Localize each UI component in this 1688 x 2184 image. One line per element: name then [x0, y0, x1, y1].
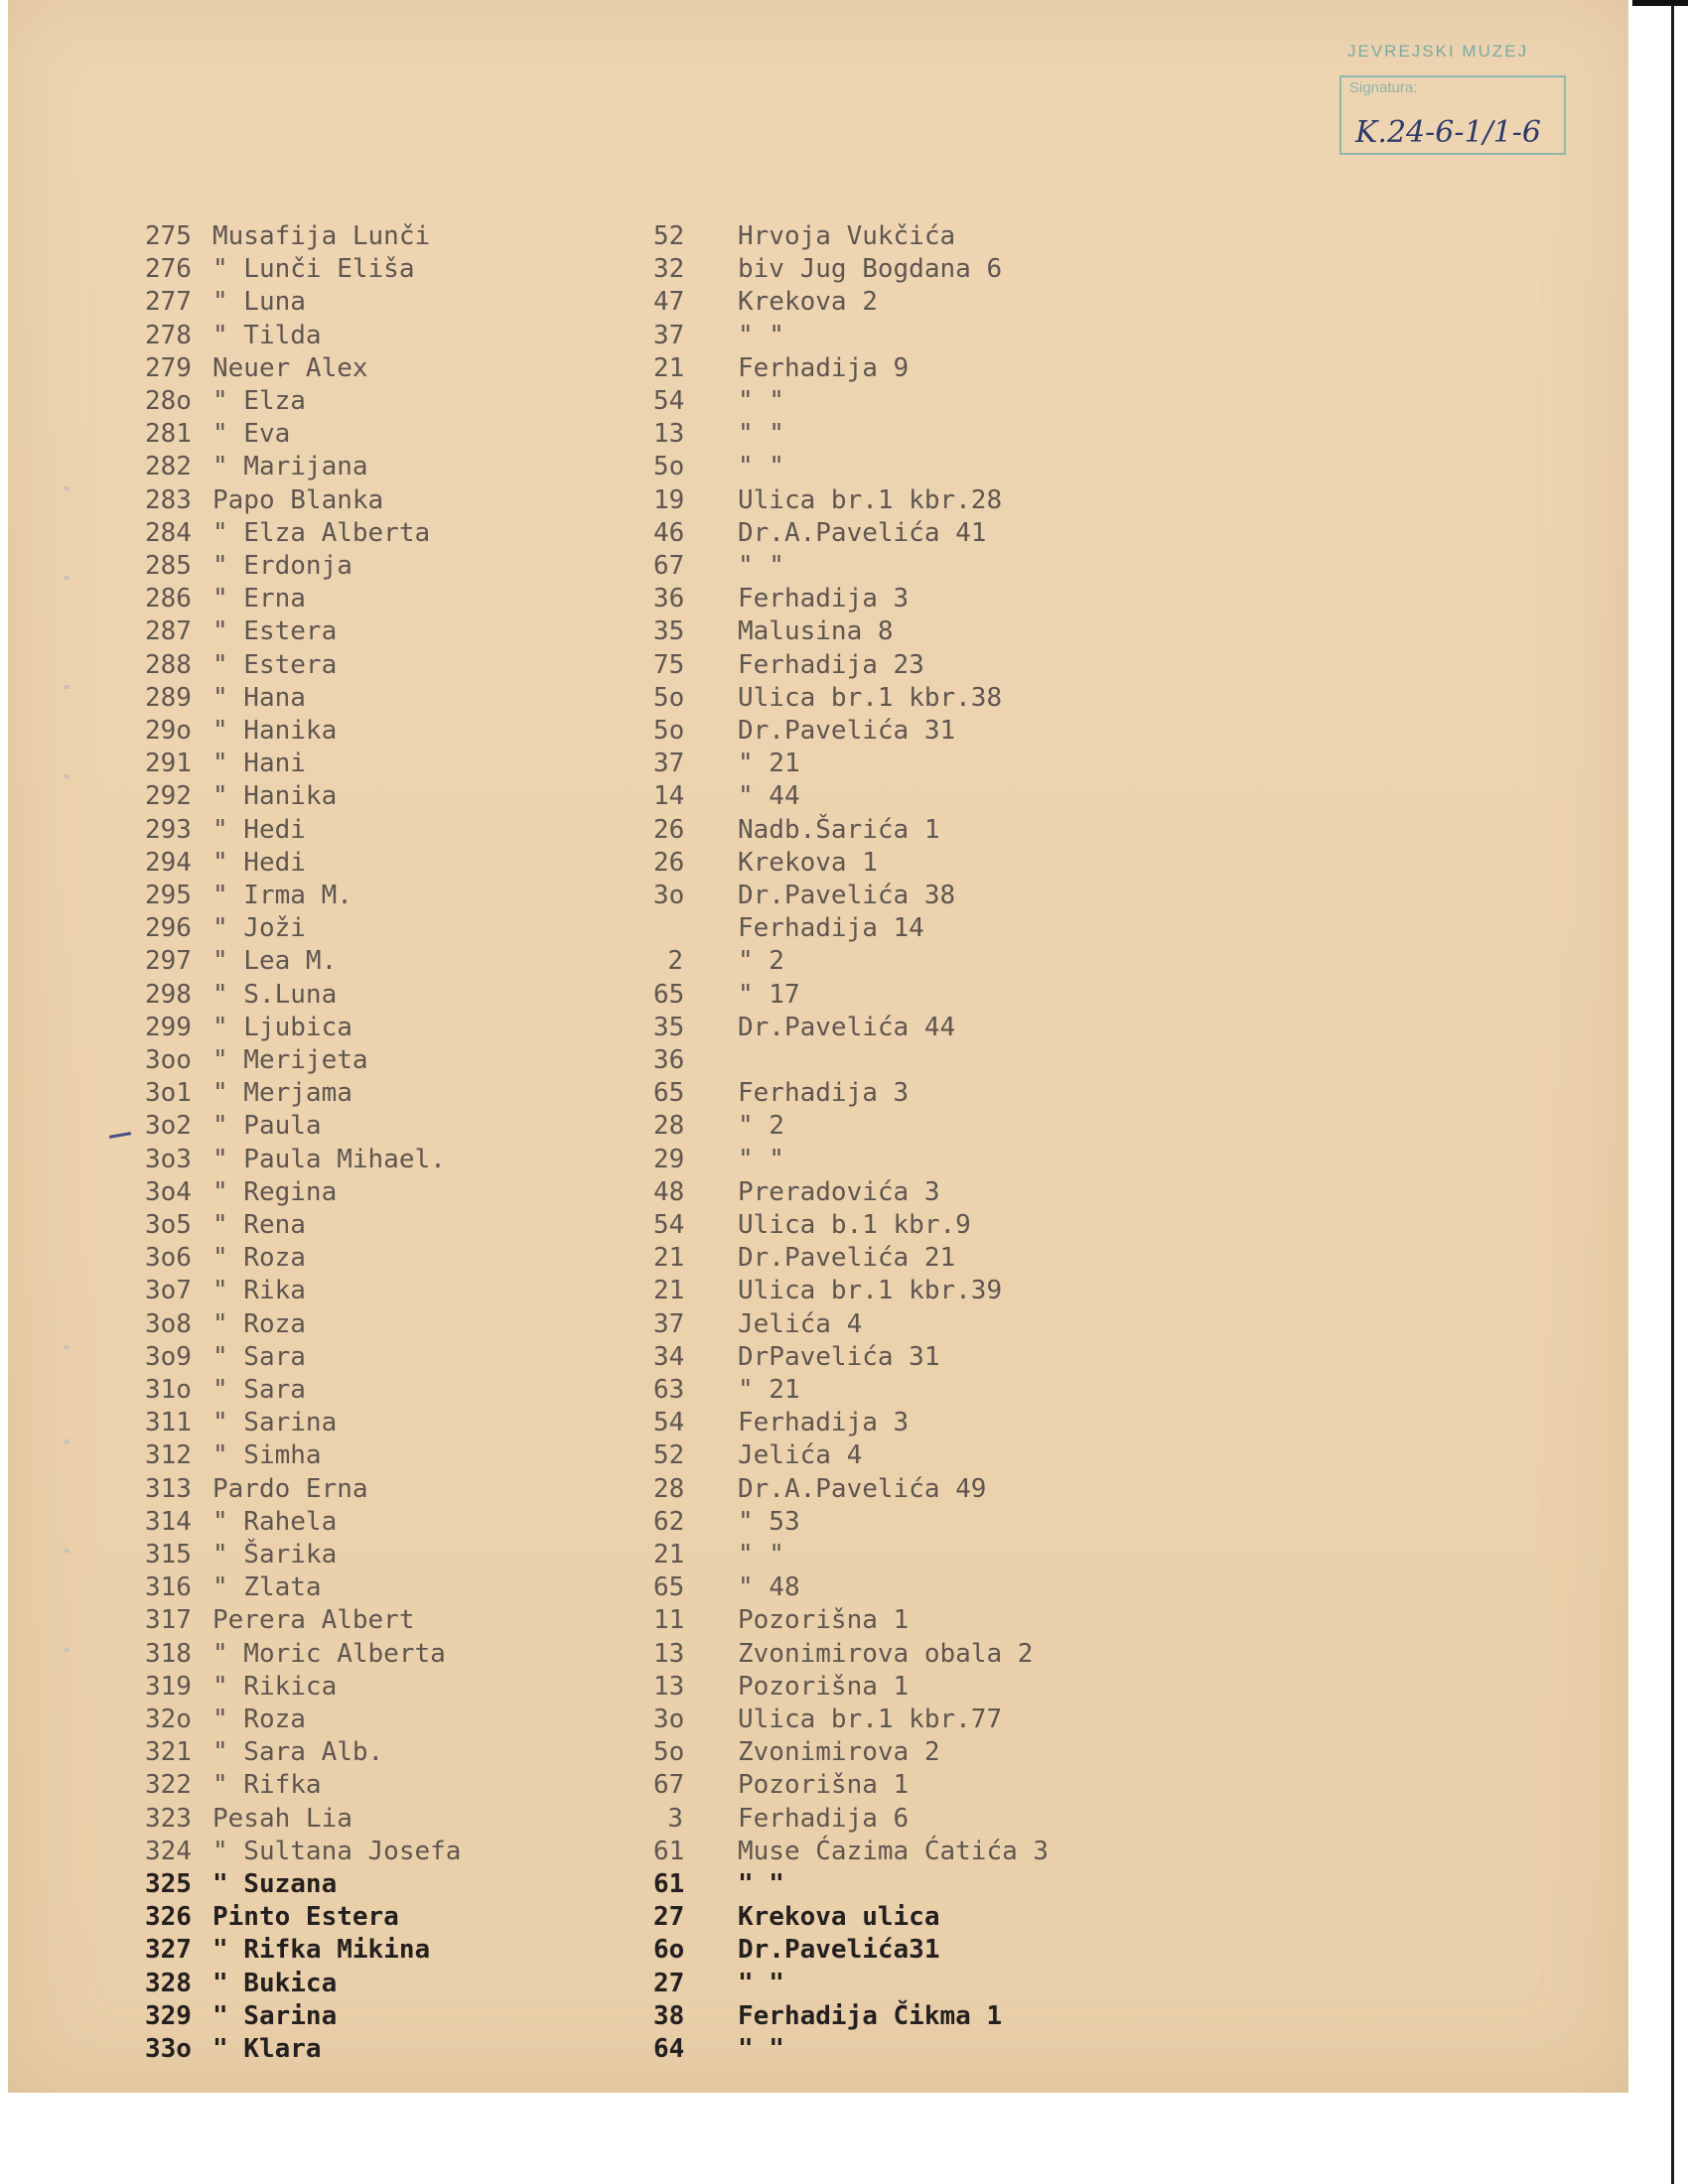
margin-speck — [64, 1648, 70, 1652]
person-address: " " — [738, 1869, 784, 1899]
person-address: Ulica br.1 kbr.28 — [738, 484, 1003, 515]
person-name: " Elza — [212, 386, 306, 416]
entry-number: 291 — [145, 749, 192, 779]
person-address: Ulica br.1 kbr.39 — [738, 1276, 1003, 1306]
person-name: Musafija Lunči — [212, 221, 431, 251]
entry-number: 3o1 — [145, 1078, 192, 1109]
table-row — [0, 385, 1688, 418]
person-age: 5o — [653, 716, 685, 746]
person-name: " Regina — [212, 1176, 338, 1207]
person-address: " 44 — [738, 781, 800, 812]
table-row — [0, 418, 1688, 451]
table-row — [0, 1506, 1688, 1539]
person-age: 13 — [653, 1638, 685, 1669]
person-address: " 2 — [738, 1111, 784, 1142]
table-row — [0, 352, 1688, 385]
entry-number: 275 — [145, 221, 192, 251]
person-address: Krekova ulica — [738, 1902, 940, 1933]
table-row — [0, 1242, 1688, 1275]
person-name: " Rifka — [212, 1770, 322, 1801]
table-row — [0, 1736, 1688, 1769]
person-address: Zvonimirova obala 2 — [738, 1638, 1034, 1669]
person-address: " 21 — [738, 749, 800, 779]
person-name: " Erna — [212, 584, 306, 614]
entry-number: 326 — [145, 1902, 192, 1933]
person-name: " Bukica — [212, 1968, 338, 1998]
person-age: 67 — [653, 551, 685, 581]
person-age: 28 — [653, 1473, 685, 1504]
person-address: " " — [738, 1144, 784, 1174]
person-name: " Moric Alberta — [212, 1638, 446, 1669]
entry-number: 32o — [145, 1705, 192, 1734]
table-row — [0, 1077, 1688, 1110]
table-row — [0, 912, 1688, 945]
entry-number: 29o — [145, 716, 192, 746]
person-address: Pozorišna 1 — [738, 1605, 910, 1636]
table-row — [0, 1968, 1688, 2000]
person-name: " Klara — [212, 2034, 322, 2064]
person-age: 3 — [667, 1803, 683, 1834]
person-age: 32 — [653, 254, 685, 285]
person-name: " S.Luna — [212, 979, 338, 1010]
person-age: 21 — [653, 352, 685, 383]
person-age: 21 — [653, 1540, 685, 1570]
margin-speck — [64, 685, 70, 689]
person-age: 37 — [653, 749, 685, 779]
table-row — [0, 1176, 1688, 1209]
person-address: " " — [738, 1968, 784, 1998]
person-address: Zvonimirova 2 — [738, 1737, 940, 1768]
entry-number: 284 — [145, 517, 192, 548]
person-address: Dr.Pavelića 21 — [738, 1243, 956, 1274]
person-age: 21 — [653, 1243, 685, 1274]
table-row — [0, 1934, 1688, 1967]
person-age: 54 — [653, 1408, 685, 1438]
person-address: Hrvoja Vukčića — [738, 221, 956, 251]
entry-number: 281 — [145, 419, 192, 450]
entry-number: 314 — [145, 1506, 192, 1537]
person-name: " Hedi — [212, 814, 306, 845]
table-row — [0, 1704, 1688, 1736]
person-age: 6o — [653, 1935, 685, 1966]
person-age: 36 — [653, 1045, 685, 1075]
person-address: Pozorišna 1 — [738, 1770, 910, 1801]
stamp-signature: K.24-6-1/1-6 — [1355, 115, 1541, 150]
person-name: " Roza — [212, 1308, 306, 1339]
person-name: " Joži — [212, 913, 306, 944]
table-row — [0, 583, 1688, 615]
person-age: 48 — [653, 1176, 685, 1207]
person-age: 5o — [653, 452, 685, 482]
table-row — [0, 1341, 1688, 1374]
entry-number: 287 — [145, 616, 192, 647]
entry-number: 312 — [145, 1440, 192, 1471]
person-address: Krekova 1 — [738, 847, 878, 878]
entry-number: 292 — [145, 781, 192, 812]
table-row — [0, 1803, 1688, 1836]
stamp-title: JEVREJSKI MUZEJ — [1347, 42, 1529, 61]
entry-number: 3oo — [145, 1045, 192, 1075]
person-age: 29 — [653, 1144, 685, 1174]
person-age: 35 — [653, 1012, 685, 1042]
person-address: Dr.A.Pavelića 49 — [738, 1473, 987, 1504]
person-address: Ulica b.1 kbr.9 — [738, 1210, 971, 1240]
table-row — [0, 1769, 1688, 1802]
person-name: " Roza — [212, 1243, 306, 1274]
person-address: Krekova 2 — [738, 287, 878, 318]
person-age: 61 — [653, 1836, 685, 1866]
entry-number: 299 — [145, 1012, 192, 1042]
person-name: " Hana — [212, 682, 306, 713]
entry-number: 277 — [145, 287, 192, 318]
person-address: DrPavelića 31 — [738, 1341, 940, 1372]
person-name: Pardo Erna — [212, 1473, 368, 1504]
person-age: 35 — [653, 616, 685, 647]
person-age: 38 — [653, 2000, 685, 2031]
table-row — [0, 550, 1688, 583]
table-row — [0, 780, 1688, 813]
entry-number: 282 — [145, 452, 192, 482]
person-age: 27 — [653, 1902, 685, 1933]
person-age: 52 — [653, 1440, 685, 1471]
entry-number: 276 — [145, 254, 192, 285]
person-age: 34 — [653, 1341, 685, 1372]
person-address: biv Jug Bogdana 6 — [738, 254, 1003, 285]
entry-number: 3o9 — [145, 1341, 192, 1372]
entry-number: 317 — [145, 1605, 192, 1636]
person-age: 52 — [653, 221, 685, 251]
table-row — [0, 847, 1688, 880]
person-address: Ferhadija 3 — [738, 584, 910, 614]
table-row — [0, 1539, 1688, 1571]
person-name: " Simha — [212, 1440, 322, 1471]
person-name: " Merijeta — [212, 1045, 368, 1075]
table-row — [0, 1407, 1688, 1439]
person-age: 26 — [653, 814, 685, 845]
person-name: " Sultana Josefa — [212, 1836, 462, 1866]
person-age: 54 — [653, 1210, 685, 1240]
person-name: " Sara — [212, 1375, 306, 1405]
person-name: " Sara — [212, 1341, 306, 1372]
person-address: " 2 — [738, 946, 784, 977]
entry-number: 293 — [145, 814, 192, 845]
entry-number: 288 — [145, 649, 192, 680]
table-row — [0, 220, 1688, 253]
person-age: 21 — [653, 1276, 685, 1306]
person-address: Malusina 8 — [738, 616, 894, 647]
person-name: " Estera — [212, 616, 338, 647]
person-name: " Zlata — [212, 1572, 322, 1603]
table-row — [0, 1571, 1688, 1604]
person-name: " Sarina — [212, 1408, 338, 1438]
entry-number: 324 — [145, 1836, 192, 1866]
table-row — [0, 880, 1688, 912]
person-address: Ulica br.1 kbr.77 — [738, 1705, 1003, 1734]
entry-number: 3o7 — [145, 1276, 192, 1306]
entry-number: 319 — [145, 1671, 192, 1702]
entry-number: 286 — [145, 584, 192, 614]
person-address: Jelića 4 — [738, 1440, 863, 1471]
person-age: 65 — [653, 1572, 685, 1603]
person-age: 67 — [653, 1770, 685, 1801]
entry-number: 294 — [145, 847, 192, 878]
person-address: Ferhadija 23 — [738, 649, 924, 680]
person-age: 3o — [653, 881, 685, 910]
entry-number: 3o5 — [145, 1210, 192, 1240]
entry-number: 279 — [145, 352, 192, 383]
entry-number: 33o — [145, 2034, 192, 2064]
entry-number: 28o — [145, 386, 192, 416]
person-name: " Suzana — [212, 1869, 338, 1899]
person-name: " Hedi — [212, 847, 306, 878]
person-address: " 17 — [738, 979, 800, 1010]
table-row — [0, 517, 1688, 550]
person-address: Jelića 4 — [738, 1308, 863, 1339]
person-address: Ferhadija 3 — [738, 1078, 910, 1109]
table-row — [0, 748, 1688, 780]
person-address: Muse Ćazima Ćatića 3 — [738, 1836, 1050, 1866]
person-address: Dr.Pavelića 31 — [738, 716, 956, 746]
table-row — [0, 682, 1688, 715]
person-name: " Hanika — [212, 716, 338, 746]
person-age: 36 — [653, 584, 685, 614]
person-address: Nadb.Šarića 1 — [738, 814, 940, 845]
entry-number: 296 — [145, 913, 192, 944]
person-address: Dr.Pavelića 44 — [738, 1012, 956, 1042]
person-address: " 53 — [738, 1506, 800, 1537]
entry-number: 297 — [145, 946, 192, 977]
person-name: Perera Albert — [212, 1605, 415, 1636]
person-age: 5o — [653, 682, 685, 713]
table-row — [0, 715, 1688, 748]
person-address: Ferhadija 3 — [738, 1408, 910, 1438]
person-name: " Hani — [212, 749, 306, 779]
person-age: 54 — [653, 386, 685, 416]
table-row — [0, 286, 1688, 319]
person-age: 64 — [653, 2034, 685, 2064]
person-name: " Erdonja — [212, 551, 352, 581]
table-row — [0, 1275, 1688, 1307]
person-age: 3o — [653, 1705, 685, 1734]
table-row — [0, 1209, 1688, 1242]
entry-number: 325 — [145, 1869, 192, 1899]
table-row — [0, 1374, 1688, 1407]
person-name: " Rahela — [212, 1506, 338, 1537]
table-row — [0, 253, 1688, 286]
entry-number: 3o4 — [145, 1176, 192, 1207]
person-address: " " — [738, 452, 784, 482]
person-address: " " — [738, 419, 784, 450]
entry-number: 316 — [145, 1572, 192, 1603]
table-row — [0, 1638, 1688, 1671]
entry-number: 289 — [145, 682, 192, 713]
margin-speck — [64, 1549, 70, 1553]
margin-speck — [64, 1439, 70, 1443]
person-age: 75 — [653, 649, 685, 680]
person-age: 28 — [653, 1111, 685, 1142]
person-name: " Rikica — [212, 1671, 338, 1702]
person-age: 13 — [653, 1671, 685, 1702]
person-age: 13 — [653, 419, 685, 450]
entry-number: 313 — [145, 1473, 192, 1504]
margin-speck — [64, 1345, 70, 1349]
margin-speck — [64, 774, 70, 778]
person-age: 19 — [653, 484, 685, 515]
person-name: " Hanika — [212, 781, 338, 812]
table-row — [0, 1901, 1688, 1934]
person-age: 2 — [667, 946, 683, 977]
stamp-label: Signatura: — [1349, 79, 1418, 96]
person-name: " Ljubica — [212, 1012, 352, 1042]
person-name: " Eva — [212, 419, 291, 450]
person-name: " Lunči Eliša — [212, 254, 415, 285]
table-row — [0, 945, 1688, 978]
person-name: Pesah Lia — [212, 1803, 352, 1834]
person-address: " 48 — [738, 1572, 800, 1603]
person-age: 5o — [653, 1737, 685, 1768]
person-name: " Irma M. — [212, 881, 352, 910]
person-name: " Roza — [212, 1705, 306, 1734]
table-row — [0, 979, 1688, 1012]
person-address: Ferhadija 14 — [738, 913, 924, 944]
entry-number: 311 — [145, 1408, 192, 1438]
person-name: " Sarina — [212, 2000, 338, 2031]
person-name: " Rika — [212, 1276, 306, 1306]
person-address: " " — [738, 551, 784, 581]
person-age: 37 — [653, 1308, 685, 1339]
table-row — [0, 1836, 1688, 1868]
person-address: " 21 — [738, 1375, 800, 1405]
person-address: " " — [738, 2034, 784, 2064]
entry-number: 329 — [145, 2000, 192, 2031]
table-row — [0, 2000, 1688, 2033]
entry-number: 295 — [145, 881, 192, 910]
entry-number: 318 — [145, 1638, 192, 1669]
entry-number: 321 — [145, 1737, 192, 1768]
table-row — [0, 1868, 1688, 1901]
person-address: Pozorišna 1 — [738, 1671, 910, 1702]
table-row — [0, 1671, 1688, 1704]
person-name: " Merjama — [212, 1078, 352, 1109]
person-age: 14 — [653, 781, 685, 812]
person-name: Papo Blanka — [212, 484, 384, 515]
entry-number: 323 — [145, 1803, 192, 1834]
entry-number: 283 — [145, 484, 192, 515]
person-age: 47 — [653, 287, 685, 318]
entry-number: 327 — [145, 1935, 192, 1966]
person-address: " " — [738, 1540, 784, 1570]
table-row — [0, 451, 1688, 483]
person-age: 65 — [653, 1078, 685, 1109]
table-row — [0, 2033, 1688, 2066]
person-address: Ferhadija Čikma 1 — [738, 2000, 1003, 2031]
margin-speck — [64, 486, 70, 490]
person-name: " Lea M. — [212, 946, 338, 977]
person-name: " Rena — [212, 1210, 306, 1240]
table-row — [0, 1473, 1688, 1506]
table-row — [0, 1044, 1688, 1077]
person-address: Ulica br.1 kbr.38 — [738, 682, 1003, 713]
entry-number: 3o2 — [145, 1111, 192, 1142]
person-address: Preradovića 3 — [738, 1176, 940, 1207]
table-row — [0, 1144, 1688, 1176]
table-row — [0, 1439, 1688, 1472]
entry-number: 322 — [145, 1770, 192, 1801]
table-row — [0, 1012, 1688, 1044]
person-address: Ferhadija 6 — [738, 1803, 910, 1834]
person-address: Dr.Pavelića31 — [738, 1935, 940, 1966]
person-age: 46 — [653, 517, 685, 548]
table-row — [0, 615, 1688, 648]
person-age: 63 — [653, 1375, 685, 1405]
entry-number: 31o — [145, 1375, 192, 1405]
person-age: 27 — [653, 1968, 685, 1998]
person-address: Dr.A.Pavelića 41 — [738, 517, 987, 548]
person-name: Pinto Estera — [212, 1902, 399, 1933]
person-address: Ferhadija 9 — [738, 352, 910, 383]
person-name: " Estera — [212, 649, 338, 680]
entry-number: 298 — [145, 979, 192, 1010]
entry-number: 3o8 — [145, 1308, 192, 1339]
person-age: 11 — [653, 1605, 685, 1636]
table-row — [0, 484, 1688, 517]
person-name: Neuer Alex — [212, 352, 368, 383]
person-name: " Šarika — [212, 1540, 338, 1570]
person-age: 26 — [653, 847, 685, 878]
person-name: " Paula Mihael. — [212, 1144, 446, 1174]
person-address: Dr.Pavelića 38 — [738, 881, 956, 910]
entry-number: 285 — [145, 551, 192, 581]
table-row — [0, 814, 1688, 847]
table-row — [0, 649, 1688, 682]
person-name: " Marijana — [212, 452, 368, 482]
entry-number: 3o6 — [145, 1243, 192, 1274]
table-row — [0, 320, 1688, 352]
person-address: " " — [738, 386, 784, 416]
person-name: " Paula — [212, 1111, 322, 1142]
person-address: " " — [738, 320, 784, 350]
table-row — [0, 1110, 1688, 1143]
person-age: 61 — [653, 1869, 685, 1899]
entry-number: 278 — [145, 320, 192, 350]
person-age: 37 — [653, 320, 685, 350]
person-age: 65 — [653, 979, 685, 1010]
person-age: 62 — [653, 1506, 685, 1537]
person-name: " Rifka Mikina — [212, 1935, 431, 1966]
margin-speck — [64, 576, 70, 580]
table-row — [0, 1604, 1688, 1637]
person-name: " Sara Alb. — [212, 1737, 384, 1768]
person-name: " Elza Alberta — [212, 517, 431, 548]
entry-number: 315 — [145, 1540, 192, 1570]
person-name: " Tilda — [212, 320, 322, 350]
entry-number: 328 — [145, 1968, 192, 1998]
person-name: " Luna — [212, 287, 306, 318]
entry-number: 3o3 — [145, 1144, 192, 1174]
table-row — [0, 1308, 1688, 1341]
